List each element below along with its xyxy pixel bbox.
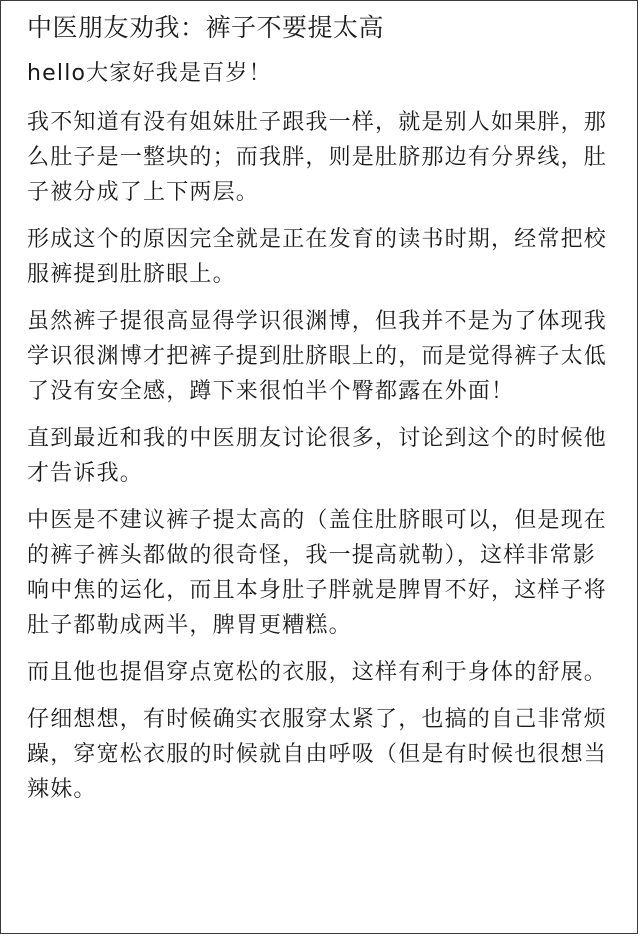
paragraph-reflection: 仔细想想，有时候确实衣服穿太紧了，也搞的自己非常烦躁，穿宽松衣服的时候就自由呼吸（但是有时候也很想当辣妹。 — [27, 707, 608, 802]
article-title: 中医朋友劝我：裤子不要提太高 — [27, 13, 385, 42]
article — [27, 10, 617, 819]
paragraph-tcm-advice: 中医是不建议裤子提太高的（盖住肚脐眼可以，但是现在的裤子裤头都做的很奇怪，我一提高就勒），这样非常影响中焦的运化，而且本身肚子胖就是脾胃不好，这样子将肚子都勒成两半，脾胃更糟糕。 — [27, 508, 608, 638]
paragraph-belly-shape: 我不知道有没有姐妹肚子跟我一样，就是别人如果胖，那么肚子是一整块的；而我胖，则是肚脐那边有分界线，肚子被分成了上下两层。 — [27, 110, 608, 205]
paragraph-reason: 虽然裤子提很高显得学识很渊博，但我并不是为了体现我学识很渊博才把裤子提到肚脐眼上的，而是觉得裤子太低了没有安全感，蹲下来很怕半个臀都露在外面！ — [27, 309, 608, 404]
paragraph-cause: 形成这个的原因完全就是正在发育的读书时期，经常把校服裤提到肚脐眼上。 — [27, 227, 608, 287]
paragraph-loose-clothes: 而且他也提倡穿点宽松的衣服，这样有利于身体的舒展。 — [27, 660, 608, 685]
paragraph-greeting: hello大家好我是百岁！ — [27, 61, 272, 86]
paragraph-discussion: 直到最近和我的中医朋友讨论很多，讨论到这个的时候他才告诉我。 — [27, 426, 608, 486]
